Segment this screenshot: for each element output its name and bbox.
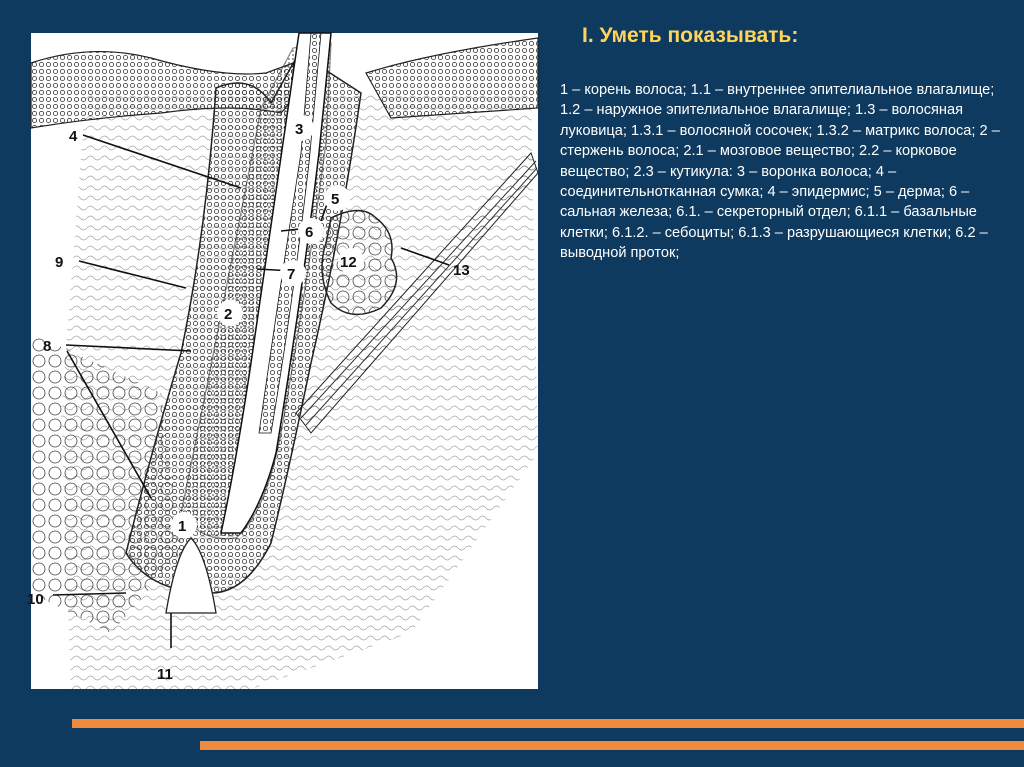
hair-follicle-diagram: [27, 33, 538, 689]
accent-rule-bottom: [200, 741, 1024, 750]
epidermis-right: [366, 38, 538, 118]
label-3: 3: [295, 121, 304, 138]
slide-title: I. Уметь показывать:: [582, 24, 799, 47]
label-8: 8: [43, 338, 52, 355]
label-12: 12: [340, 254, 357, 271]
hair-follicle-figure: [27, 33, 538, 689]
label-1: 1: [178, 518, 187, 535]
label-10: 10: [27, 591, 44, 608]
label-11: 11: [157, 666, 173, 683]
accent-rule-top: [72, 719, 1024, 728]
label-9: 9: [55, 254, 64, 271]
figure-legend: 1 – корень волоса; 1.1 – внутреннее эпителиальное влагалище; 1.2 – наружное эпителиальное влагалище; 1.3 – волосяная луковица; 1.3.1 – волосяной сосочек; 1.3.2 – матрикс волоса; 2 – стержень волоса; 2.1 – мозговое вещество; 2.2 – корковое вещество; 2.3 – кутикула: 3 – воронка волоса; 4 – соединительнотканная сумка; 4 – эпидермис; 5 – дерма; 6 – сальная железа; 6.1. – секреторный отдел; 6.1.1 – базальные клетки; 6.1.2. – себоциты; 6.1.3 – разрушающиеся клетки; 6.2 – выводной проток;: [560, 82, 1000, 262]
label-13: 13: [453, 262, 470, 279]
label-2: 2: [224, 306, 233, 323]
label-6: 6: [305, 224, 314, 241]
label-4: 4: [69, 128, 78, 145]
label-5: 5: [331, 191, 340, 208]
label-7: 7: [287, 266, 296, 283]
